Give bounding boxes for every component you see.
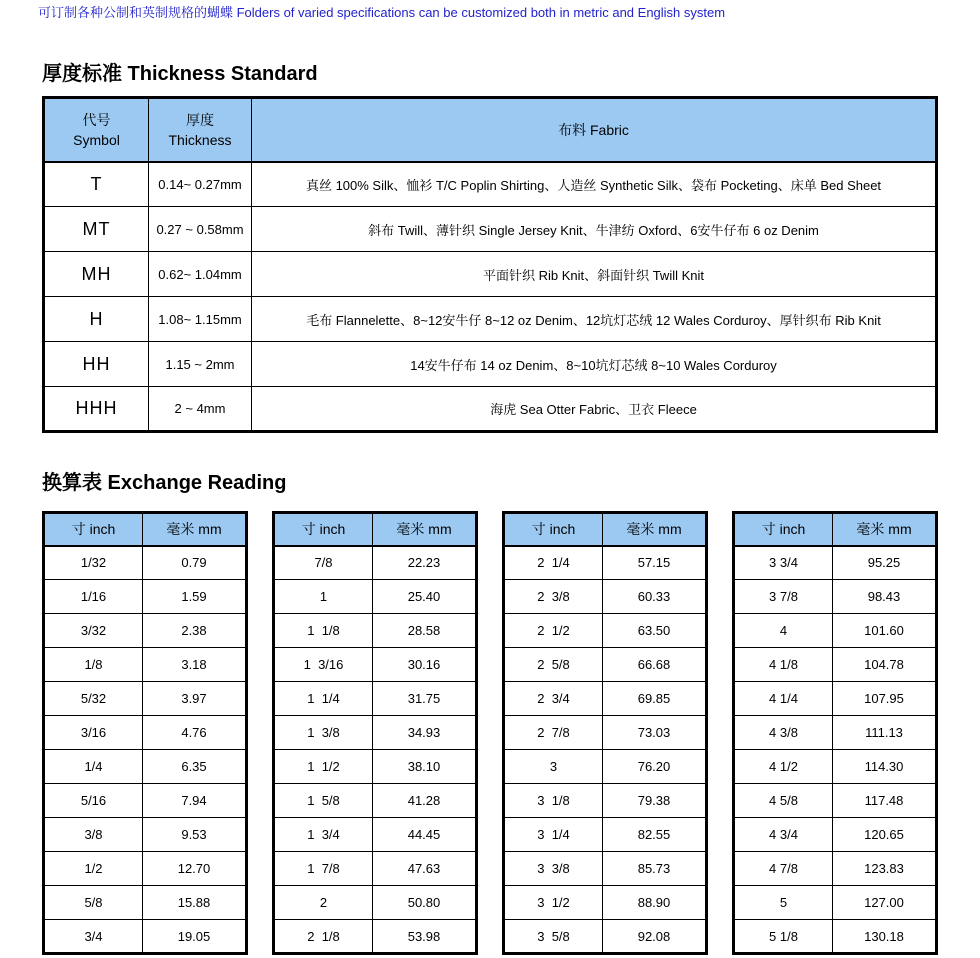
mm-cell: 57.15: [603, 546, 707, 580]
inch-cell: 3 3/8: [504, 852, 603, 886]
mm-cell: 0.79: [143, 546, 247, 580]
mm-cell: 92.08: [603, 920, 707, 954]
mm-cell: 15.88: [143, 886, 247, 920]
table-row: [274, 886, 477, 920]
inch-cell: 3 7/8: [734, 580, 833, 614]
table-row: [274, 648, 477, 682]
table-row: [274, 546, 477, 580]
mm-cell: 34.93: [373, 716, 477, 750]
thickness-cell: 2 ~ 4mm: [149, 387, 252, 432]
fabric-cell: 真丝 100% Silk、恤衫 T/C Poplin Shirting、人造丝 Synthetic Silk、袋布 Pocketing、床单 Bed Sheet: [252, 162, 937, 207]
table-row: [504, 580, 707, 614]
inch-cell: 2 1/2: [504, 614, 603, 648]
table-row: [274, 784, 477, 818]
mm-cell: 30.16: [373, 648, 477, 682]
mm-cell: 88.90: [603, 886, 707, 920]
mm-cell: 117.48: [833, 784, 937, 818]
inch-cell: 1 5/8: [274, 784, 373, 818]
thickness-column-header: [149, 98, 252, 162]
thickness-cell: 0.27 ~ 0.58mm: [149, 207, 252, 252]
exchange-table-body: [44, 546, 247, 954]
inch-cell: 1/8: [44, 648, 143, 682]
exchange-header-row: [504, 513, 707, 546]
table-row: [44, 162, 937, 207]
mm-column-header: 毫米 mm: [143, 513, 247, 546]
table-row: [734, 614, 937, 648]
symbol-cell: HH: [44, 342, 149, 387]
mm-cell: 101.60: [833, 614, 937, 648]
inch-cell: 5 1/8: [734, 920, 833, 954]
inch-cell: 1 3/8: [274, 716, 373, 750]
inch-cell: 3 1/2: [504, 886, 603, 920]
table-row: [734, 750, 937, 784]
table-row: [504, 682, 707, 716]
table-row: [504, 852, 707, 886]
exchange-table-body: [734, 546, 937, 954]
inch-cell: 1 3/4: [274, 818, 373, 852]
mm-cell: 107.95: [833, 682, 937, 716]
exchange-table-2: [272, 511, 478, 955]
table-row: [504, 716, 707, 750]
table-row: [274, 716, 477, 750]
table-row: [44, 342, 937, 387]
inch-cell: 2 3/8: [504, 580, 603, 614]
exchange-table-4: [732, 511, 938, 955]
mm-cell: 130.18: [833, 920, 937, 954]
inch-cell: 4 3/4: [734, 818, 833, 852]
thickness-header-en: Thickness: [168, 131, 232, 148]
mm-cell: 25.40: [373, 580, 477, 614]
mm-column-header: 毫米 mm: [373, 513, 477, 546]
table-row: [734, 546, 937, 580]
exchange-header-row: [274, 513, 477, 546]
mm-cell: 22.23: [373, 546, 477, 580]
inch-cell: 3/32: [44, 614, 143, 648]
table-row: [44, 682, 247, 716]
mm-cell: 41.28: [373, 784, 477, 818]
table-row: [44, 252, 937, 297]
mm-column-header: 毫米 mm: [833, 513, 937, 546]
mm-cell: 3.97: [143, 682, 247, 716]
table-row: [734, 716, 937, 750]
mm-cell: 1.59: [143, 580, 247, 614]
mm-cell: 82.55: [603, 818, 707, 852]
inch-cell: 2 5/8: [504, 648, 603, 682]
inch-column-header: 寸 inch: [44, 513, 143, 546]
thickness-section-title: 厚度标准 Thickness Standard: [42, 63, 318, 85]
table-row: [274, 920, 477, 954]
inch-column-header: 寸 inch: [274, 513, 373, 546]
inch-cell: 1 7/8: [274, 852, 373, 886]
mm-cell: 60.33: [603, 580, 707, 614]
mm-cell: 114.30: [833, 750, 937, 784]
symbol-header-en: Symbol: [73, 131, 120, 148]
mm-cell: 6.35: [143, 750, 247, 784]
table-row: [44, 387, 937, 432]
inch-cell: 5/8: [44, 886, 143, 920]
fabric-column-header: 布料 Fabric: [252, 98, 937, 162]
mm-cell: 123.83: [833, 852, 937, 886]
inch-cell: 1: [274, 580, 373, 614]
table-row: [274, 682, 477, 716]
mm-cell: 98.43: [833, 580, 937, 614]
mm-cell: 85.73: [603, 852, 707, 886]
table-row: [44, 716, 247, 750]
mm-cell: 19.05: [143, 920, 247, 954]
inch-cell: 4 1/4: [734, 682, 833, 716]
inch-cell: 3 5/8: [504, 920, 603, 954]
table-row: [734, 784, 937, 818]
thickness-cell: 1.15 ~ 2mm: [149, 342, 252, 387]
inch-cell: 3/8: [44, 818, 143, 852]
inch-cell: 2 7/8: [504, 716, 603, 750]
mm-cell: 69.85: [603, 682, 707, 716]
inch-column-header: 寸 inch: [504, 513, 603, 546]
top-note: 可订制各种公制和英制规格的蝴蝶 Folders of varied specifications can be customized both in metric and English system: [38, 5, 726, 20]
table-row: [44, 886, 247, 920]
mm-cell: 2.38: [143, 614, 247, 648]
inch-cell: 5/16: [44, 784, 143, 818]
exchange-tables-container: [42, 511, 938, 955]
symbol-cell: MT: [44, 207, 149, 252]
mm-cell: 38.10: [373, 750, 477, 784]
inch-cell: 3 3/4: [734, 546, 833, 580]
table-row: [734, 920, 937, 954]
symbol-cell: HHH: [44, 387, 149, 432]
inch-cell: 5/32: [44, 682, 143, 716]
inch-cell: 4 5/8: [734, 784, 833, 818]
mm-cell: 9.53: [143, 818, 247, 852]
inch-cell: 2 1/4: [504, 546, 603, 580]
mm-cell: 3.18: [143, 648, 247, 682]
mm-column-header: 毫米 mm: [603, 513, 707, 546]
symbol-cell: H: [44, 297, 149, 342]
fabric-cell: 毛布 Flannelette、8~12安牛仔 8~12 oz Denim、12坑灯芯绒 12 Wales Corduroy、厚针织布 Rib Knit: [252, 297, 937, 342]
fabric-cell: 斜布 Twill、薄针织 Single Jersey Knit、牛津纺 Oxford、6安牛仔布 6 oz Denim: [252, 207, 937, 252]
inch-cell: 7/8: [274, 546, 373, 580]
inch-cell: 1 1/4: [274, 682, 373, 716]
table-row: [504, 750, 707, 784]
exchange-table-3: [502, 511, 708, 955]
mm-cell: 120.65: [833, 818, 937, 852]
thickness-standard-table: [42, 96, 938, 433]
thickness-cell: 0.62~ 1.04mm: [149, 252, 252, 297]
inch-cell: 3 1/8: [504, 784, 603, 818]
mm-cell: 44.45: [373, 818, 477, 852]
inch-cell: 4 3/8: [734, 716, 833, 750]
thickness-header-row: [44, 98, 937, 162]
symbol-cell: T: [44, 162, 149, 207]
table-row: [504, 648, 707, 682]
mm-cell: 7.94: [143, 784, 247, 818]
table-row: [734, 886, 937, 920]
inch-cell: 1/32: [44, 546, 143, 580]
inch-cell: 4 1/8: [734, 648, 833, 682]
mm-cell: 95.25: [833, 546, 937, 580]
exchange-header-row: [44, 513, 247, 546]
mm-cell: 63.50: [603, 614, 707, 648]
fabric-cell: 14安牛仔布 14 oz Denim、8~10坑灯芯绒 8~10 Wales Corduroy: [252, 342, 937, 387]
table-row: [274, 614, 477, 648]
mm-cell: 47.63: [373, 852, 477, 886]
table-row: [44, 920, 247, 954]
inch-cell: 1/4: [44, 750, 143, 784]
thickness-cell: 1.08~ 1.15mm: [149, 297, 252, 342]
inch-cell: 2: [274, 886, 373, 920]
exchange-table-body: [274, 546, 477, 954]
exchange-table-head: [44, 513, 247, 546]
table-row: [44, 546, 247, 580]
table-row: [44, 818, 247, 852]
inch-cell: 3 1/4: [504, 818, 603, 852]
table-row: [734, 852, 937, 886]
inch-cell: 2 3/4: [504, 682, 603, 716]
table-row: [274, 580, 477, 614]
table-row: [44, 750, 247, 784]
fabric-cell: 海虎 Sea Otter Fabric、卫衣 Fleece: [252, 387, 937, 432]
inch-cell: 3/16: [44, 716, 143, 750]
table-row: [274, 852, 477, 886]
thickness-header-cn: 厚度: [186, 111, 214, 128]
exchange-table-head: [734, 513, 937, 546]
inch-cell: 1/2: [44, 852, 143, 886]
thickness-cell: 0.14~ 0.27mm: [149, 162, 252, 207]
table-row: [44, 648, 247, 682]
exchange-table-head: [274, 513, 477, 546]
mm-cell: 73.03: [603, 716, 707, 750]
inch-cell: 1 1/8: [274, 614, 373, 648]
symbol-header-cn: 代号: [82, 111, 111, 128]
mm-cell: 53.98: [373, 920, 477, 954]
table-row: [274, 750, 477, 784]
table-row: [504, 614, 707, 648]
inch-cell: 3: [504, 750, 603, 784]
table-row: [44, 580, 247, 614]
inch-cell: 4 1/2: [734, 750, 833, 784]
mm-cell: 31.75: [373, 682, 477, 716]
table-row: [734, 818, 937, 852]
table-row: [44, 297, 937, 342]
mm-cell: 127.00: [833, 886, 937, 920]
table-row: [734, 648, 937, 682]
inch-column-header: 寸 inch: [734, 513, 833, 546]
inch-cell: 4 7/8: [734, 852, 833, 886]
mm-cell: 111.13: [833, 716, 937, 750]
mm-cell: 4.76: [143, 716, 247, 750]
inch-cell: 4: [734, 614, 833, 648]
table-row: [274, 818, 477, 852]
mm-cell: 66.68: [603, 648, 707, 682]
inch-cell: 5: [734, 886, 833, 920]
mm-cell: 28.58: [373, 614, 477, 648]
table-row: [504, 818, 707, 852]
symbol-column-header: [44, 98, 149, 162]
inch-cell: 1/16: [44, 580, 143, 614]
table-row: [44, 614, 247, 648]
inch-cell: 1 3/16: [274, 648, 373, 682]
exchange-table-1: [42, 511, 248, 955]
table-row: [504, 546, 707, 580]
exchange-header-row: [734, 513, 937, 546]
inch-cell: 1 1/2: [274, 750, 373, 784]
table-row: [734, 580, 937, 614]
table-row: [504, 886, 707, 920]
inch-cell: 3/4: [44, 920, 143, 954]
exchange-section-title: 换算表 Exchange Reading: [42, 472, 287, 494]
table-row: [504, 920, 707, 954]
fabric-cell: 平面针织 Rib Knit、斜面针织 Twill Knit: [252, 252, 937, 297]
table-row: [504, 784, 707, 818]
table-row: [44, 784, 247, 818]
inch-cell: 2 1/8: [274, 920, 373, 954]
mm-cell: 79.38: [603, 784, 707, 818]
mm-cell: 50.80: [373, 886, 477, 920]
mm-cell: 12.70: [143, 852, 247, 886]
table-row: [44, 852, 247, 886]
exchange-table-body: [504, 546, 707, 954]
mm-cell: 76.20: [603, 750, 707, 784]
table-row: [734, 682, 937, 716]
symbol-cell: MH: [44, 252, 149, 297]
table-row: [44, 207, 937, 252]
mm-cell: 104.78: [833, 648, 937, 682]
exchange-table-head: [504, 513, 707, 546]
